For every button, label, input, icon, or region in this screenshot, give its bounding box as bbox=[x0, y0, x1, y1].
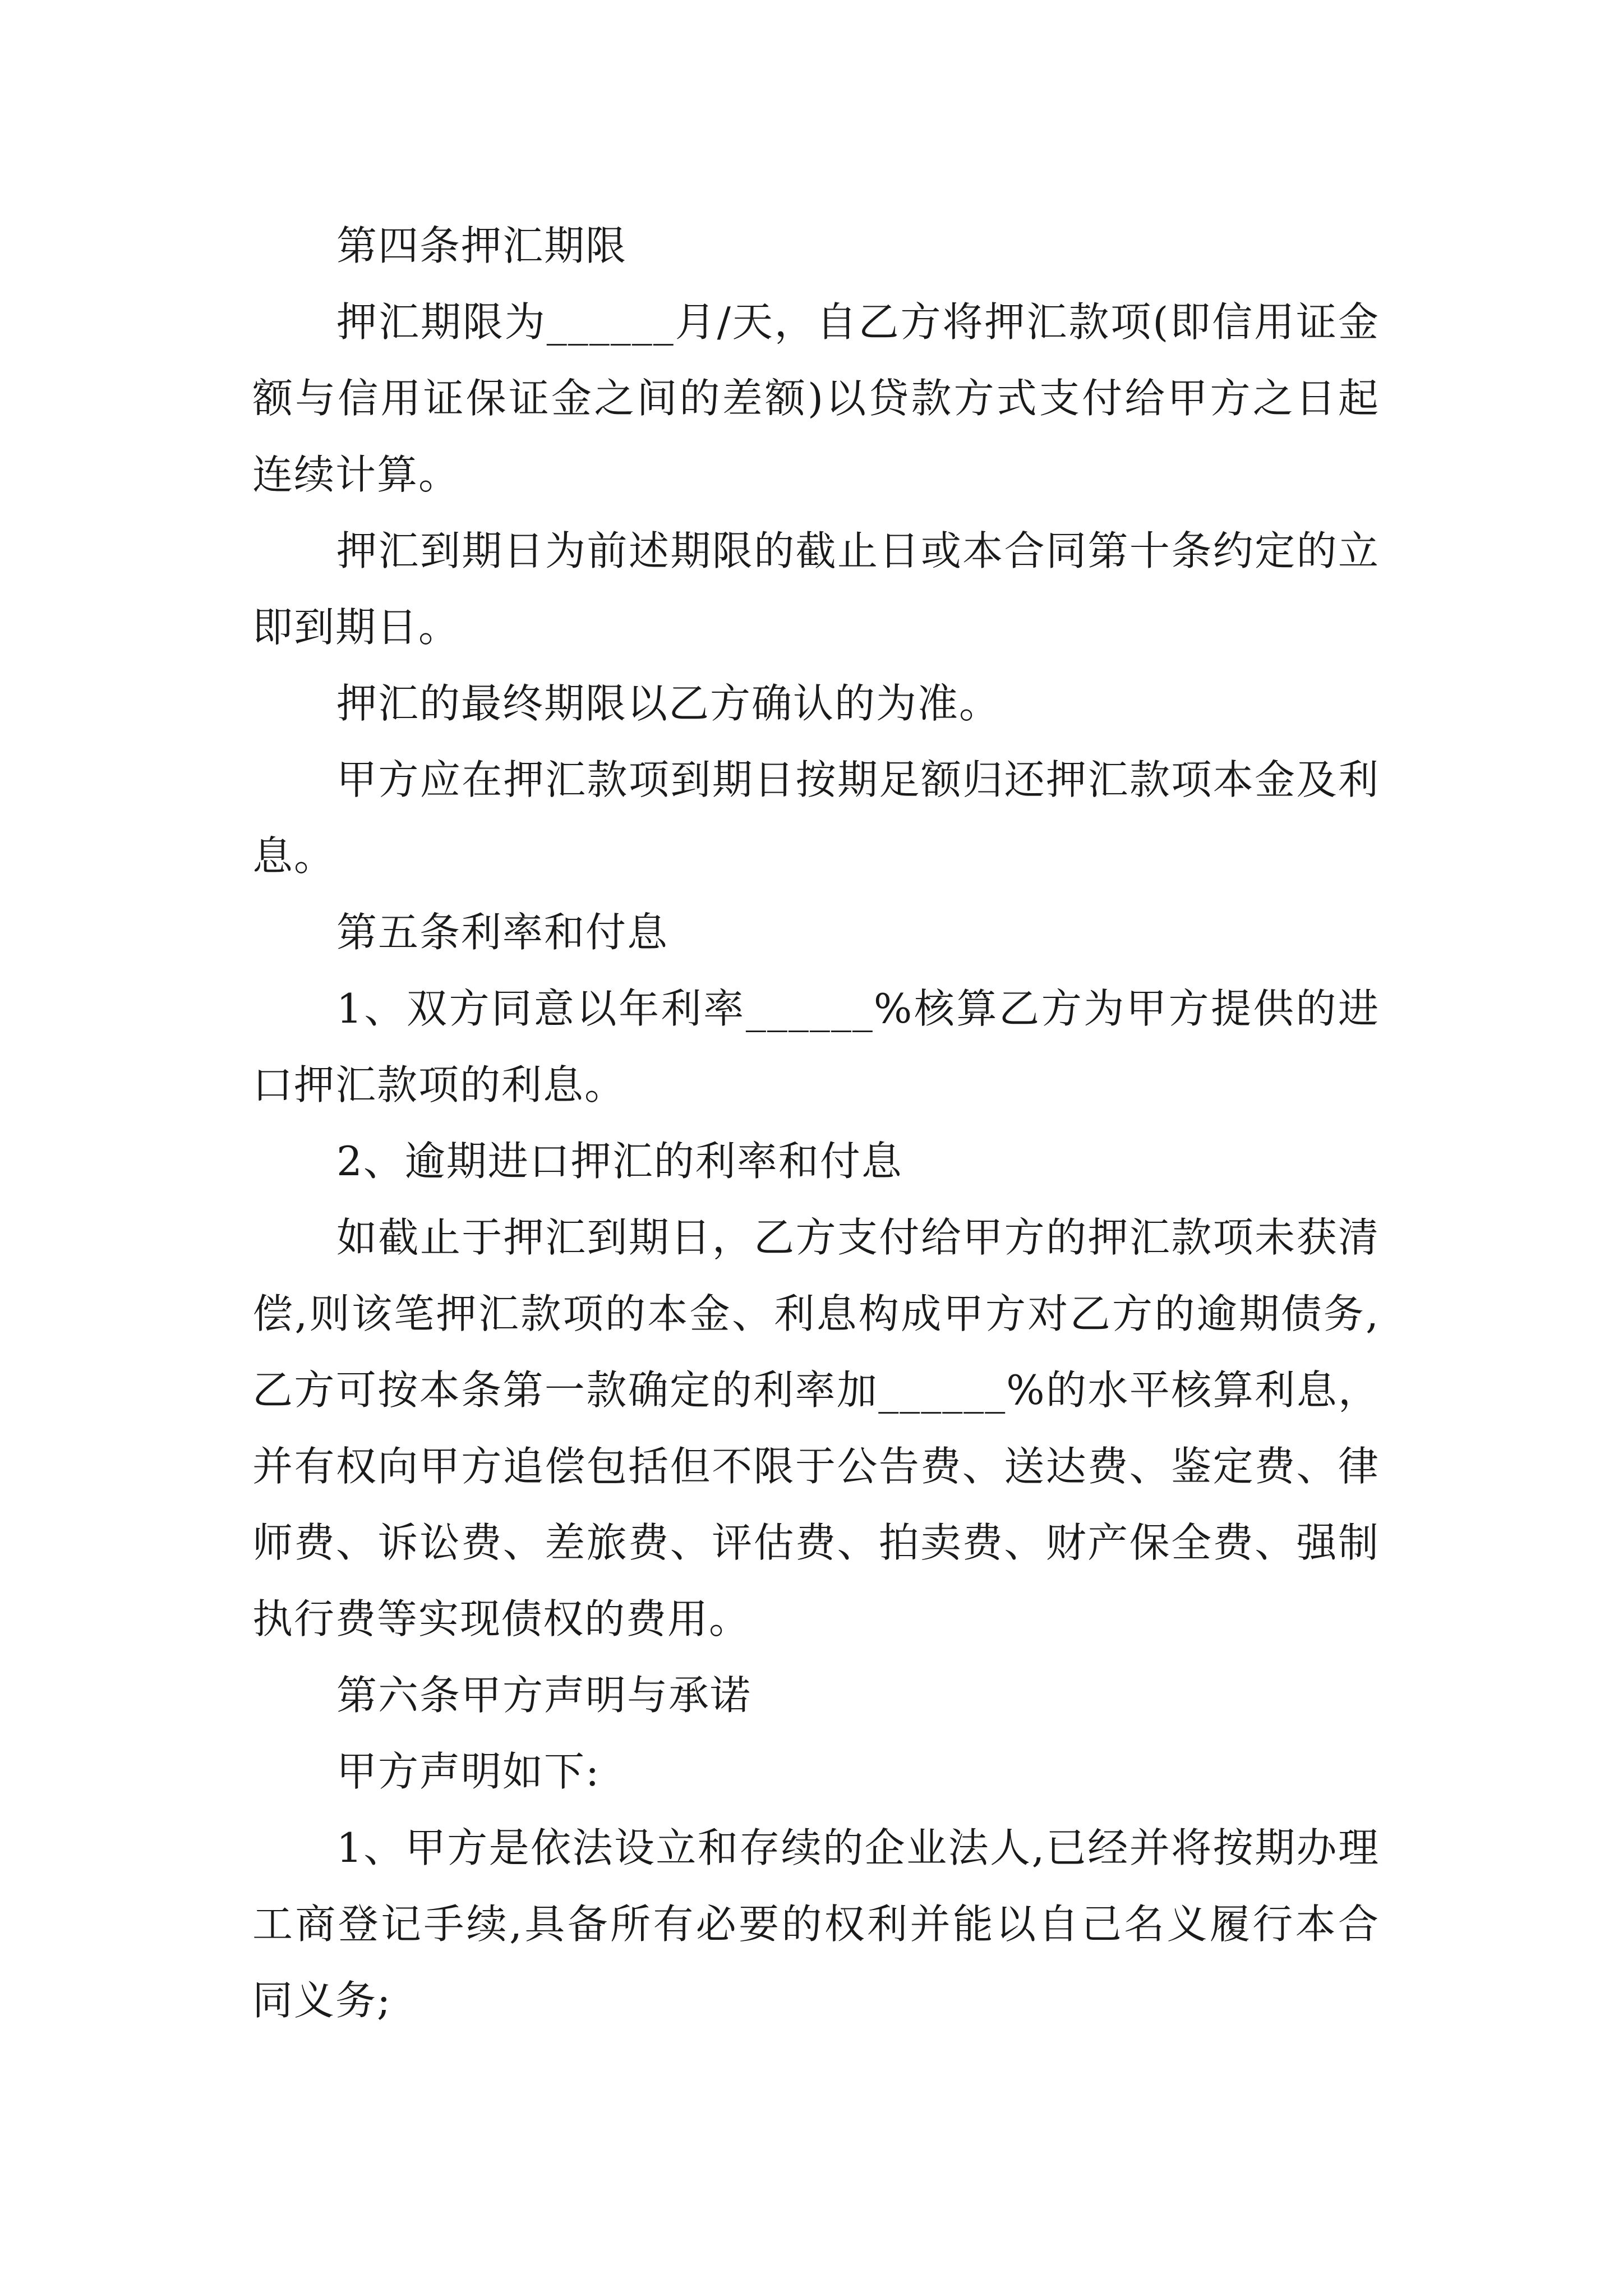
article-5-clause-1: 1、双方同意以年利率______%核算乙方为甲方提供的进口押汇款项的利息。 bbox=[252, 985, 1380, 1108]
article-4-heading: 第四条押汇期限 bbox=[336, 222, 628, 269]
article-6-heading: 第六条甲方声明与承诺 bbox=[336, 1672, 752, 1719]
document-body bbox=[252, 208, 1380, 2039]
article-5-overdue-paragraph: 如截止于押汇到期日，乙方支付给甲方的押汇款项未获清偿,则该笔押汇款项的本金、利息构成甲方对乙方的逾期债务,乙方可按本条第一款确定的利率加______%的水平核算利息，并有权向甲方追偿包括但不限于公告费、送达费、鉴定费、律师费、诉讼费、差旅费、评估费、拍卖费、财产保全费、强制执行费等实现债权的费用。 bbox=[252, 1214, 1380, 1642]
article-6-intro: 甲方声明如下: bbox=[336, 1748, 601, 1795]
article-4-repayment-paragraph: 甲方应在押汇款项到期日按期足额归还押汇款项本金及利息。 bbox=[252, 756, 1380, 880]
article-5-clause-2-title: 2、逾期进口押汇的利率和付息 bbox=[336, 1138, 903, 1185]
article-5-heading: 第五条利率和付息 bbox=[336, 909, 669, 956]
article-4-term-paragraph: 押汇期限为______月/天，自乙方将押汇款项(即信用证金额与信用证保证金之间的差额)以贷款方式支付给甲方之日起连续计算。 bbox=[252, 298, 1380, 498]
article-6-clause-1: 1、甲方是依法设立和存续的企业法人,已经并将按期办理工商登记手续,具备所有必要的权利并能以自己名义履行本合同义务; bbox=[252, 1824, 1380, 2024]
article-4-maturity-paragraph: 押汇到期日为前述期限的截止日或本合同第十条约定的立即到期日。 bbox=[252, 527, 1380, 651]
article-4-final-term-paragraph: 押汇的最终期限以乙方确认的为准。 bbox=[336, 680, 1001, 727]
